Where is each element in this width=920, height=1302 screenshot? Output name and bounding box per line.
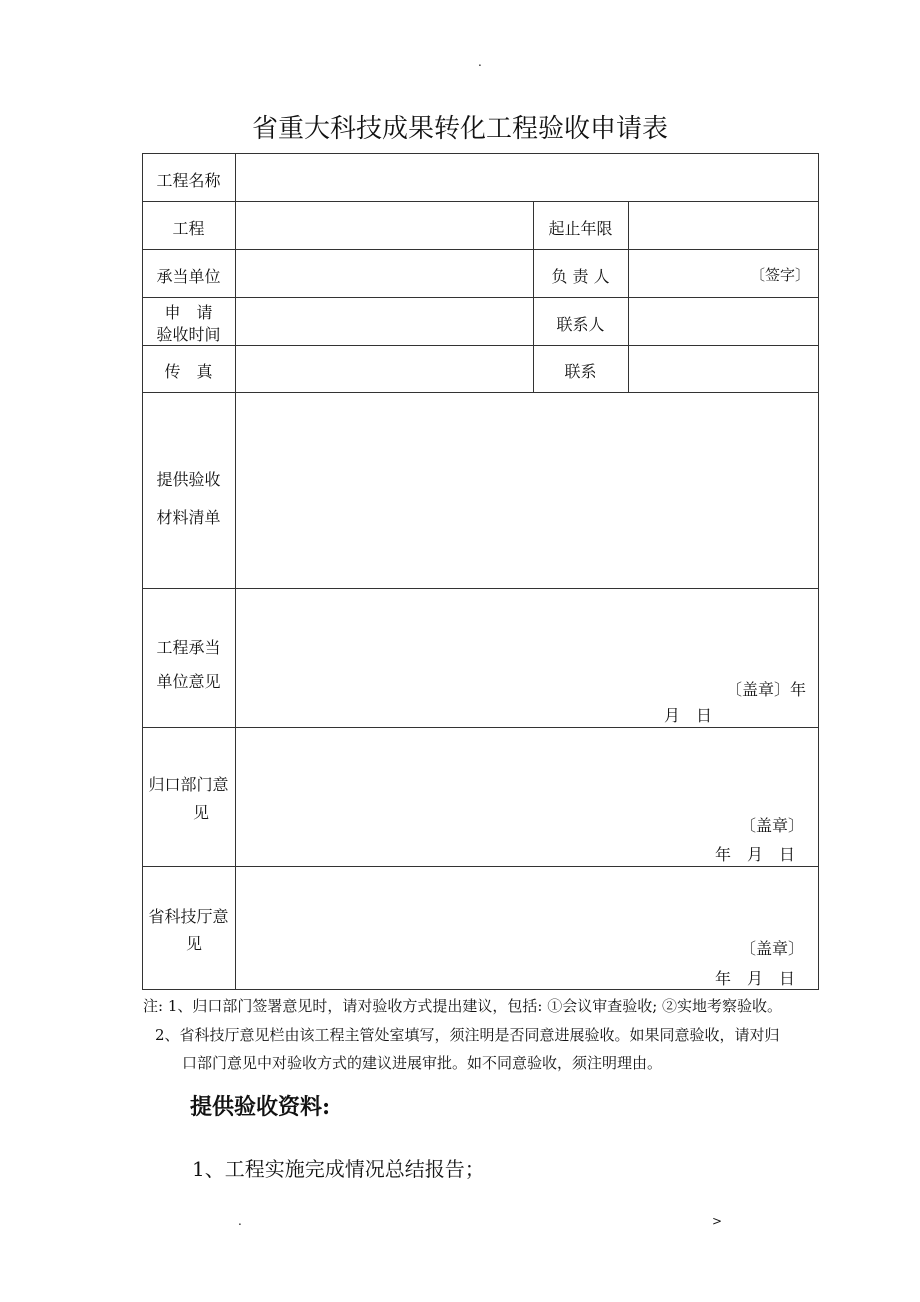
label-office-opinion-2: 见 [186,934,203,953]
footer-left-mark: . [238,1214,242,1228]
label-apply-time-1: 申 请 [164,303,213,322]
label-fax: 传 真 [164,362,213,381]
label-dept-opinion-1: 归口部门意 [148,775,229,794]
dept-seal: 〔盖章〕 [740,816,805,835]
office-date: 年 月 日 [715,969,796,988]
sign-note: 〔签字〕 [750,266,811,284]
label-contact: 联系 [564,362,597,381]
label-unit-opinion-2: 单位意见 [156,672,221,691]
dept-date: 年 月 日 [715,845,796,864]
section-title: 提供验收资料: [190,1094,331,1120]
label-unit: 承当单位 [156,267,221,286]
label-materials-2: 材料清单 [156,508,221,527]
office-seal: 〔盖章〕 [740,939,805,958]
unit-seal: 〔盖章〕年 [726,680,807,699]
note-1: 注: 1、归口部门签署意见时，请对验收方式提出建议，包括: ①会议审查验收; ②实地考察验收。 [143,997,783,1015]
label-contact-person: 联系人 [556,315,605,334]
label-unit-opinion-1: 工程承当 [156,638,221,657]
label-dept-opinion-2: 见 [192,803,209,822]
note-3: 口部门意见中对验收方式的建议进展审批。如不同意验收，须注明理由。 [182,1054,663,1072]
label-leader: 负 责 人 [551,267,610,286]
label-project: 工程 [172,219,205,238]
note-2: 2、省科技厅意见栏由该工程主管处室填写，须注明是否同意进展验收。如果同意验收，请对归 [155,1026,780,1044]
footer-right-mark: > [712,1214,723,1228]
label-period: 起止年限 [548,219,613,238]
label-office-opinion-1: 省科技厅意 [148,907,229,926]
material-item-1: 1、工程实施完成情况总结报告； [192,1157,485,1181]
page-title: 省重大科技成果转化工程验收申请表 [251,114,668,144]
label-materials-1: 提供验收 [156,470,221,489]
label-apply-time-2: 验收时间 [156,325,221,344]
header-mark: . [478,55,482,69]
unit-date: 月 日 [664,706,713,725]
label-project-name: 工程名称 [156,171,221,190]
